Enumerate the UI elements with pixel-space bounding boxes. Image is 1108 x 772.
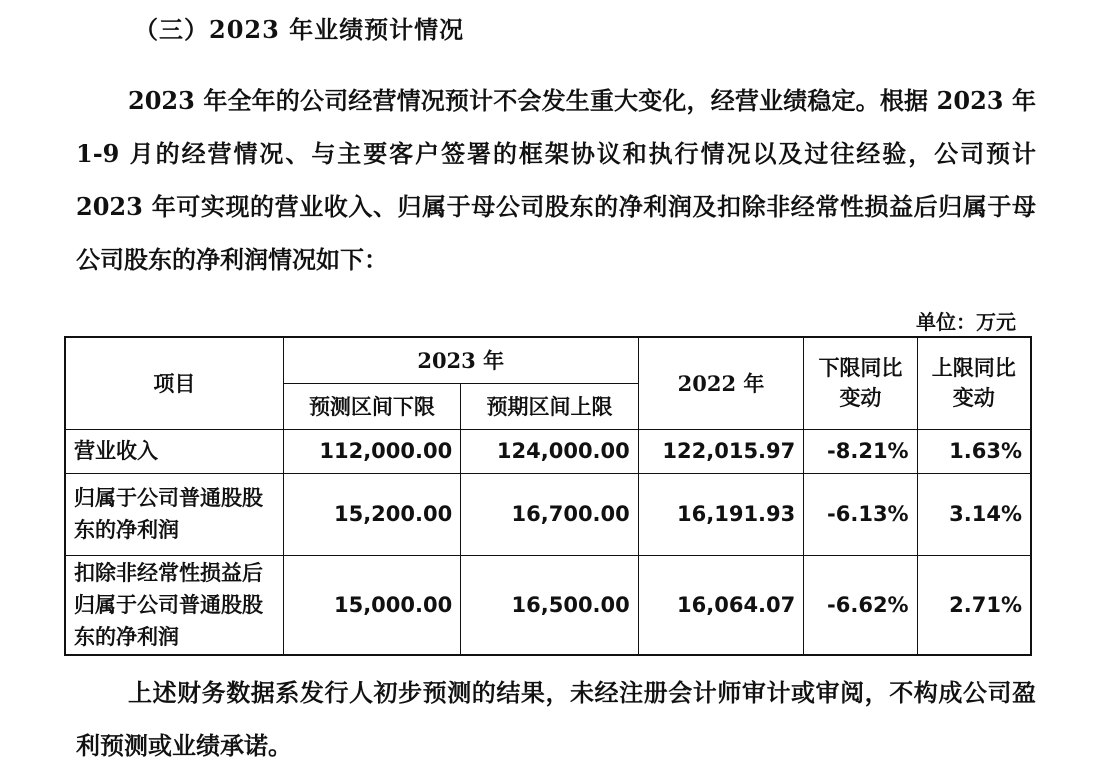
row-forecast-low: 112,000.00: [283, 429, 461, 473]
row-item-label: 归属于公司普通股股东的净利润: [65, 473, 283, 555]
table-row: [65, 473, 1031, 555]
row-low-change: -6.62%: [804, 555, 917, 655]
row-low-change: -8.21%: [804, 429, 917, 473]
row-forecast-low: 15,000.00: [283, 555, 461, 655]
header-low-change: 下限同比变动: [804, 337, 917, 429]
unit-label: 单位：万元: [916, 310, 1016, 334]
row-item-label: 营业收入: [65, 429, 283, 473]
forecast-table: [64, 336, 1032, 656]
intro-paragraph: 2023 年全年的公司经营情况预计不会发生重大变化，经营业绩稳定。根据 2023 年 1-9 月的经营情况、与主要客户签署的框架协议和执行情况以及过往经验，公司预计 2023 年可实现的营业收入、归属于母公司股东的净利润及扣除非经常性损益后归属于母公司股东的净利润情况如下：: [76, 86, 1036, 274]
header-forecast-low: 预测区间下限: [283, 383, 461, 429]
table-row: [65, 429, 1031, 473]
row-forecast-high: 16,500.00: [461, 555, 639, 655]
header-2022: 2022 年: [638, 337, 804, 429]
row-forecast-high: 16,700.00: [461, 473, 639, 555]
row-low-change: -6.13%: [804, 473, 917, 555]
header-forecast-high: 预期区间上限: [461, 383, 639, 429]
table-header-row: [65, 337, 1031, 383]
row-high-change: 1.63%: [917, 429, 1031, 473]
row-forecast-high: 124,000.00: [461, 429, 639, 473]
row-high-change: 3.14%: [917, 473, 1031, 555]
row-2022-value: 122,015.97: [638, 429, 804, 473]
row-2022-value: 16,191.93: [638, 473, 804, 555]
closing-paragraph: 上述财务数据系发行人初步预测的结果，未经注册会计师审计或审阅，不构成公司盈利预测或业绩承诺。: [76, 678, 1036, 760]
row-item-label: 扣除非经常性损益后归属于公司普通股股东的净利润: [65, 555, 283, 655]
table-row: [65, 555, 1031, 655]
row-high-change: 2.71%: [917, 555, 1031, 655]
header-item: 项目: [65, 337, 283, 429]
section-title: （三）2023 年业绩预计情况: [134, 15, 465, 44]
header-high-change: 上限同比变动: [917, 337, 1031, 429]
row-2022-value: 16,064.07: [638, 555, 804, 655]
header-2023: 2023 年: [283, 337, 638, 383]
row-forecast-low: 15,200.00: [283, 473, 461, 555]
